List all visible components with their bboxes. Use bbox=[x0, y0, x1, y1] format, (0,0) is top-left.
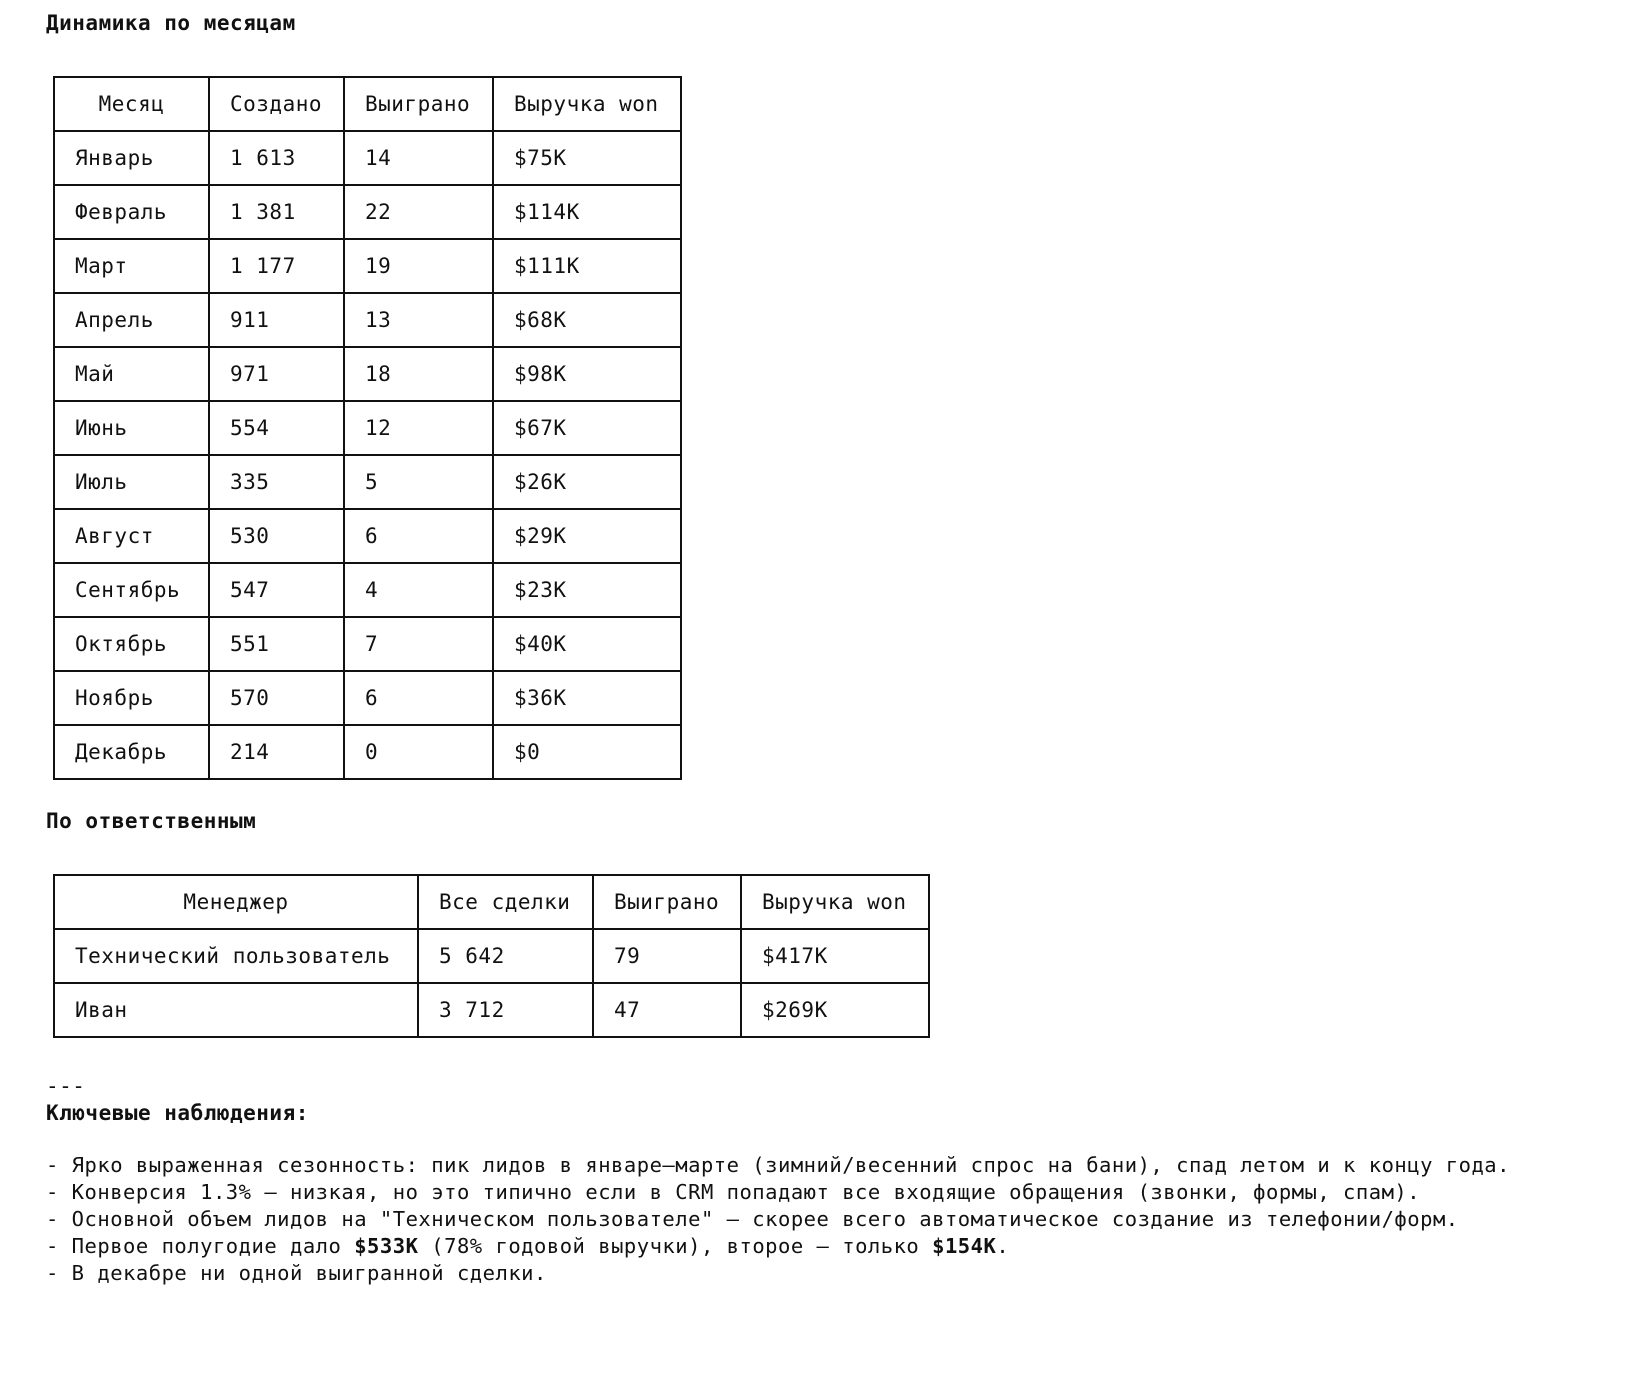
owners-section-title: По ответственным bbox=[46, 809, 257, 833]
col-header-revenue: Выручка won bbox=[741, 875, 929, 929]
table-cell: 22 bbox=[344, 185, 493, 239]
table-cell: Декабрь bbox=[54, 725, 209, 779]
table-row bbox=[54, 725, 681, 779]
table-cell: Ноябрь bbox=[54, 671, 209, 725]
table-cell: $23K bbox=[493, 563, 681, 617]
table-cell: 554 bbox=[209, 401, 344, 455]
monthly-table bbox=[53, 76, 682, 780]
table-cell: $269K bbox=[741, 983, 929, 1037]
table-row bbox=[54, 293, 681, 347]
table-cell: 335 bbox=[209, 455, 344, 509]
table-cell: $0 bbox=[493, 725, 681, 779]
table-row bbox=[54, 617, 681, 671]
observation-text: - В декабре ни одной выигранной сделки. bbox=[46, 1261, 547, 1285]
table-cell: 13 bbox=[344, 293, 493, 347]
table-cell: 14 bbox=[344, 131, 493, 185]
table-cell: 4 bbox=[344, 563, 493, 617]
monthly-header-row bbox=[54, 77, 681, 131]
owners-table-body bbox=[54, 929, 929, 1037]
table-cell: 3 712 bbox=[418, 983, 593, 1037]
table-row bbox=[54, 983, 929, 1037]
observation-conversion bbox=[46, 1179, 1606, 1206]
monthly-table-body bbox=[54, 131, 681, 779]
horizontal-rule: --- bbox=[46, 1074, 86, 1098]
table-cell: 19 bbox=[344, 239, 493, 293]
table-cell: 6 bbox=[344, 509, 493, 563]
table-cell: Июнь bbox=[54, 401, 209, 455]
table-cell: $68K bbox=[493, 293, 681, 347]
table-cell: 18 bbox=[344, 347, 493, 401]
observation-text: - Конверсия 1.3% — низкая, но это типично если в CRM попадают все входящие обращения (звонки, формы, спам). bbox=[46, 1180, 1421, 1204]
observation-text: - Ярко выраженная сезонность: пик лидов в январе–марте (зимний/весенний спрос на бани), спад летом и к концу года. bbox=[46, 1153, 1510, 1177]
col-header-created: Создано bbox=[209, 77, 344, 131]
table-cell: 79 bbox=[593, 929, 741, 983]
observations-list bbox=[46, 1152, 1606, 1287]
observation-text: (78% годовой выручки), второе — только bbox=[418, 1234, 933, 1258]
col-header-won: Выиграно bbox=[593, 875, 741, 929]
table-cell: 570 bbox=[209, 671, 344, 725]
table-row bbox=[54, 563, 681, 617]
table-cell: Май bbox=[54, 347, 209, 401]
table-row bbox=[54, 131, 681, 185]
table-row bbox=[54, 929, 929, 983]
observation-text: - Первое полугодие дало bbox=[46, 1234, 355, 1258]
monthly-section-title: Динамика по месяцам bbox=[46, 11, 296, 35]
observation-december bbox=[46, 1260, 1606, 1287]
observations-title: Ключевые наблюдения: bbox=[46, 1101, 309, 1125]
table-cell: 1 381 bbox=[209, 185, 344, 239]
table-cell: 6 bbox=[344, 671, 493, 725]
table-cell: 47 bbox=[593, 983, 741, 1037]
observation-half-year bbox=[46, 1233, 1606, 1260]
table-cell: $67K bbox=[493, 401, 681, 455]
table-cell: $114K bbox=[493, 185, 681, 239]
table-cell: Октябрь bbox=[54, 617, 209, 671]
table-cell: 1 177 bbox=[209, 239, 344, 293]
col-header-revenue: Выручка won bbox=[493, 77, 681, 131]
table-cell: 530 bbox=[209, 509, 344, 563]
table-row bbox=[54, 509, 681, 563]
observation-tech-user bbox=[46, 1206, 1606, 1233]
table-cell: Апрель bbox=[54, 293, 209, 347]
col-header-all-deals: Все сделки bbox=[418, 875, 593, 929]
table-cell: Февраль bbox=[54, 185, 209, 239]
table-row bbox=[54, 239, 681, 293]
table-cell: Сентябрь bbox=[54, 563, 209, 617]
table-cell: $417K bbox=[741, 929, 929, 983]
observation-seasonality bbox=[46, 1152, 1606, 1179]
table-cell: Технический пользователь bbox=[54, 929, 418, 983]
table-cell: 5 642 bbox=[418, 929, 593, 983]
table-cell: Январь bbox=[54, 131, 209, 185]
table-cell: 971 bbox=[209, 347, 344, 401]
table-cell: $98K bbox=[493, 347, 681, 401]
table-row bbox=[54, 347, 681, 401]
table-cell: Август bbox=[54, 509, 209, 563]
owners-header-row bbox=[54, 875, 929, 929]
table-cell: Март bbox=[54, 239, 209, 293]
table-cell: $111K bbox=[493, 239, 681, 293]
table-cell: 1 613 bbox=[209, 131, 344, 185]
highlight-value: $533K bbox=[354, 1234, 419, 1258]
table-row bbox=[54, 455, 681, 509]
table-row bbox=[54, 401, 681, 455]
observation-text: - Основной объем лидов на "Техническом пользователе" — скорее всего автоматическое создание из телефонии/форм. bbox=[46, 1207, 1459, 1231]
table-row bbox=[54, 185, 681, 239]
table-cell: $75K bbox=[493, 131, 681, 185]
table-row bbox=[54, 671, 681, 725]
table-cell: $40K bbox=[493, 617, 681, 671]
table-cell: 0 bbox=[344, 725, 493, 779]
table-cell: $26K bbox=[493, 455, 681, 509]
table-cell: $29K bbox=[493, 509, 681, 563]
col-header-won: Выиграно bbox=[344, 77, 493, 131]
table-cell: 5 bbox=[344, 455, 493, 509]
table-cell: $36K bbox=[493, 671, 681, 725]
table-cell: 911 bbox=[209, 293, 344, 347]
highlight-value: $154K bbox=[932, 1234, 997, 1258]
table-cell: 7 bbox=[344, 617, 493, 671]
report-document bbox=[46, 8, 1606, 1287]
table-cell: 547 bbox=[209, 563, 344, 617]
observation-text: . bbox=[996, 1234, 1010, 1258]
col-header-month: Месяц bbox=[54, 77, 209, 131]
table-cell: 12 bbox=[344, 401, 493, 455]
table-cell: Июль bbox=[54, 455, 209, 509]
table-cell: Иван bbox=[54, 983, 418, 1037]
owners-table bbox=[53, 874, 930, 1038]
table-cell: 551 bbox=[209, 617, 344, 671]
col-header-manager: Менеджер bbox=[54, 875, 418, 929]
table-cell: 214 bbox=[209, 725, 344, 779]
